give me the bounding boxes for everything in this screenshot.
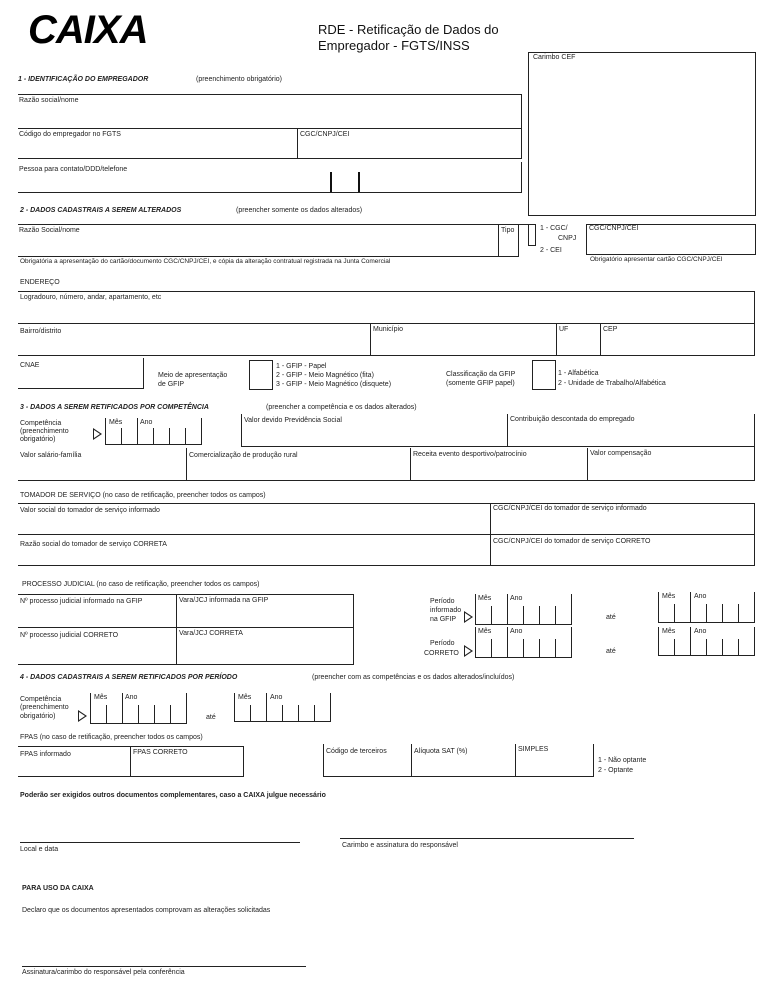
cep-label: CEP [603, 326, 618, 333]
uf-label: UF [559, 326, 569, 333]
tipo-label: Tipo [501, 227, 515, 234]
sec4-title: 4 - DADOS CADASTRAIS A SEREM RETIFICADOS POR PERÍODO [20, 674, 238, 681]
obrig1-text: Obrigatória a apresentação do cartão/documento CGC/CNPJ/CEI, e cópia da alteração contratual registrada na Junta Comercial [20, 258, 391, 265]
exigidos-note: Poderão ser exigidos outros documentos complementares, caso a CAIXA julgue necessário [20, 792, 326, 799]
municipio-label: Município [373, 326, 403, 333]
simples-label: SIMPLES [518, 746, 549, 753]
assinatura-conferencia-label: Assinatura/carimbo do responsável pela conferência [22, 969, 185, 976]
periodo-inf-inicio-field[interactable] [475, 594, 575, 624]
competencia-inicio-field[interactable] [90, 693, 190, 723]
competencia-fim-field[interactable] [234, 693, 334, 721]
sec1-note: (preenchimento obrigatório) [196, 76, 282, 83]
periodo-inf-arrow-icon [464, 611, 473, 623]
sec1-fields[interactable] [18, 94, 522, 192]
num-processo-corr-label: Nº processo judicial CORRETO [20, 632, 119, 639]
periodo-corr-arrow-icon [464, 645, 473, 657]
cgc-label: CGC/CNPJ/CEI [300, 131, 350, 138]
salario-familia-label: Valor salário-família [20, 452, 82, 459]
cgc-novo-label: CGC/CNPJ/CEI [589, 225, 639, 232]
codigo-terceiros-label: Código de terceiros [326, 748, 387, 755]
receita-evento-label: Receita evento desportivo/patrocínio [413, 451, 527, 458]
carimbo-assinatura-line[interactable] [340, 838, 634, 839]
comercializacao-label: Comercialização de produção rural [189, 452, 298, 459]
endereco-heading: ENDEREÇO [20, 279, 60, 286]
sec1-title: 1 - IDENTIFICAÇÃO DO EMPREGADOR [18, 76, 149, 83]
cgc-tomador-corr-label: CGC/CNPJ/CEI do tomador de serviço CORRETO [493, 538, 651, 545]
local-data-label: Local e data [20, 846, 59, 853]
bairro-label: Bairro/distrito [20, 328, 62, 335]
valor-compensacao-label: Valor compensação [590, 450, 652, 457]
classificacao-gfip-box[interactable] [532, 360, 556, 390]
carimbo-assinatura-label: Carimbo e assinatura do responsável [342, 842, 458, 849]
vara-corr-label: Vara/JCJ CORRETA [179, 630, 243, 637]
competencia-mes-ano-field[interactable] [105, 418, 205, 444]
pessoa-contato-label: Pessoa para contato/DDD/telefone [19, 166, 128, 173]
obrig2-text: Obrigatório apresentar cartão CGC/CNPJ/CEI [590, 256, 723, 263]
sec3-note: (preencher a competência e os dados alterados) [266, 404, 417, 411]
periodo-inf-fim-field[interactable] [658, 592, 758, 622]
valor-social-tomador-label: Valor social do tomador de serviço informado [20, 507, 160, 514]
codigo-empregador-label: Código do empregador no FGTS [19, 131, 121, 138]
razao-social-label: Razão social/nome [19, 97, 79, 104]
contrib-label: Contribuição descontada do empregado [510, 416, 635, 423]
num-processo-inf-label: Nº processo judicial informado na GFIP [20, 598, 143, 605]
competencia-periodo-arrow-icon [78, 710, 87, 722]
razao-social-nova-label: Razão Social/nome [19, 227, 80, 234]
valor-prev-label: Valor devido Previdência Social [244, 417, 342, 424]
razao-tomador-correta-label: Razão social do tomador de serviço CORRETA [20, 541, 167, 548]
meio-apresentacao-box[interactable] [249, 360, 273, 390]
logradouro-label: Logradouro, número, andar, apartamento, etc [20, 294, 162, 301]
fpas-informado-label: FPAS informado [20, 751, 71, 758]
tomador-title: TOMADOR DE SERVIÇO (no caso de retificação, preencher todos os campos) [20, 492, 266, 499]
caixa-logo: CAIXA [28, 8, 148, 52]
carimbo-cef-label: Carimbo CEF [533, 54, 576, 61]
form-title: RDE - Retificação de Dados do Empregador - FGTS/INSS [318, 22, 499, 53]
sec3-title: 3 - DADOS A SEREM RETIFICADOS POR COMPETÊNCIA [20, 404, 209, 411]
periodo-corr-fim-field[interactable] [658, 627, 758, 655]
cnae-label: CNAE [20, 362, 40, 369]
local-data-line[interactable] [20, 842, 300, 843]
periodo-corr-inicio-field[interactable] [475, 627, 575, 657]
fpas-correto-label: FPAS CORRETO [133, 749, 188, 756]
declaro-text: Declaro que os documentos apresentados comprovam as alterações solicitadas [22, 907, 271, 914]
sec4-note: (preencher com as competências e os dados alterados/incluídos) [312, 674, 515, 681]
tipo-box[interactable] [528, 224, 536, 246]
competencia-arrow-icon [93, 428, 102, 440]
aliquota-sat-label: Alíquota SAT (%) [414, 748, 468, 755]
sec2-note: (preencher somente os dados alterados) [236, 207, 363, 214]
uso-caixa-heading: PARA USO DA CAIXA [22, 885, 94, 892]
cgc-tomador-inf-label: CGC/CNPJ/CEI do tomador de serviço informado [493, 505, 647, 512]
fpas-title: FPAS (no caso de retificação, preencher todos os campos) [20, 734, 203, 741]
vara-inf-label: Vara/JCJ informada na GFIP [179, 597, 269, 604]
carimbo-cef-box[interactable] [528, 52, 756, 216]
assinatura-conferencia-line[interactable] [22, 966, 306, 967]
sec2-title: 2 - DADOS CADASTRAIS A SEREM ALTERADOS [20, 207, 182, 214]
processo-title: PROCESSO JUDICIAL (no caso de retificação, preencher todos os campos) [22, 581, 260, 588]
